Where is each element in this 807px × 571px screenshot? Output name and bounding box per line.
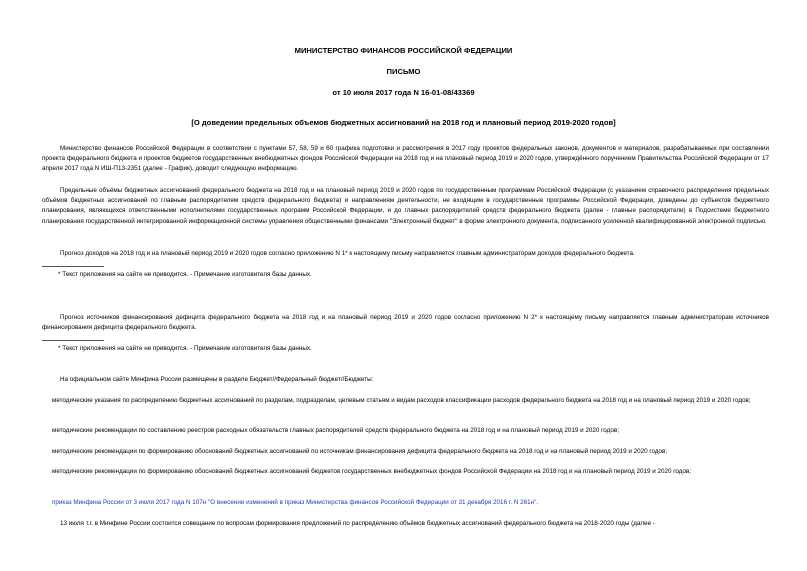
ministry-heading: МИНИСТЕРСТВО ФИНАНСОВ РОССИЙСКОЙ ФЕДЕРАЦИИ bbox=[294, 46, 513, 55]
footnote-2: * Текст приложения на сайте не приводится. - Примечание изготовителя базы данных. bbox=[58, 345, 312, 352]
list-item bbox=[42, 498, 769, 508]
footnote-divider bbox=[42, 340, 104, 341]
paragraph-limits: Предельные объёмы бюджетных ассигнований федерального бюджета на 2018 год и на плановый период 2019 и 2020 годов по государственным программам Российской Федерации (с указанием справочного распределения предельных объёмов бюджетных ассигнований по главным распорядителям средств федерального бюджета) и направлениям деятельности, не входящим в государственные программы Российской Федерации, доведены до субъектов бюджетного планирования, являющихся ответственными исполнителями государственных программ Российской Федерации, и до главных распорядителей средств федерального бюджета (далее - главные распорядители) в Подсистеме бюджетного планирования государственной интегрированной информационной системы управления общественными финансами "Электронный бюджет" в форме электронного документа, подписанного усиленной квалифицированной электронной подписью. bbox=[42, 187, 769, 225]
list-item: методические указания по распределению бюджетных ассигнований по разделам, подразделам, целевым статьям и видам расходов классификации расходов федерального бюджета на 2018 год и на плановый период 2019 и 2020 годов; bbox=[52, 397, 751, 404]
paragraph-intro: Министерство финансов Российской Федерации в соответствии с пунктами 57, 58, 59 и 60 графика подготовки и рассмотрения в 2017 году проектов федеральных законов, документов и материалов, разрабатываемых при составлении проекта федерального бюджета и проектов бюджетов государственных внебюджетных фондов Российской Федерации на 2018 год и на плановый период 2019 и 2020 годов, утверждённого поручением Правительства Российской Федерации от 17 апреля 2017 года N ИШ-П13-2351 (далее - График), доводит следующую информацию. bbox=[42, 145, 769, 173]
paragraph-website: На официальном сайте Минфина России размещены в разделе Бюджет//Федеральный бюджет//Бюджеты: bbox=[60, 376, 374, 383]
list-item: методические рекомендации по формированию обоснований бюджетных ассигнований по источникам финансирования дефицита федерального бюджета на 2018 год и на плановый период 2019 и 2020 годов; bbox=[52, 448, 668, 455]
order-link[interactable]: приказ Минфина России от 3 июля 2017 года N 107н "О внесении изменений в приказ Министерства финансов Российской Федерации от 31 декабря 2016 г. N 261н" bbox=[52, 499, 537, 506]
document-type: ПИСЬМО bbox=[386, 67, 421, 76]
list-item: методические рекомендации по формированию обоснований бюджетных ассигнований бюджетов государственных внебюджетных фондов Российской Федерации на 2018 год и на плановый период 2019 и 2020 годов; bbox=[52, 468, 692, 475]
list-item: методические рекомендации по составлению реестров расходных обязательств главных распорядителей средств федерального бюджета на 2018 год и на плановый период 2019 и 2020 годов; bbox=[52, 427, 619, 434]
list-item-end: . bbox=[536, 499, 539, 506]
footnote-1: * Текст приложения на сайте не приводится. - Примечание изготовителя базы данных. bbox=[58, 271, 312, 278]
paragraph-revenue-forecast: Прогноз доходов на 2018 год и на плановый период 2019 и 2020 годов согласно приложению N 1* к настоящему письму направляется главным администраторам доходов федерального бюджета. bbox=[60, 250, 635, 257]
document-number: от 10 июля 2017 года N 16-01-08/43369 bbox=[332, 88, 475, 97]
footnote-divider bbox=[42, 266, 104, 267]
paragraph-meeting: 13 июля т.г. в Минфине России состоится совещание по вопросам формирования предложений по распределению объёмов бюджетных ассигнований федерального бюджета на 2018-2020 годы (далее - bbox=[60, 520, 655, 527]
document-title: [О доведении предельных объемов бюджетных ассигнований на 2018 год и плановый период 2019-2020 годов] bbox=[191, 118, 616, 127]
paragraph-deficit-forecast: Прогноз источников финансирования дефицита федерального бюджета на 2018 год и на плановый период 2019 и 2020 годов согласно приложению N 2* к настоящему письму направляется главным администраторам источников финансирования дефицита федерального бюджета. bbox=[42, 314, 769, 332]
